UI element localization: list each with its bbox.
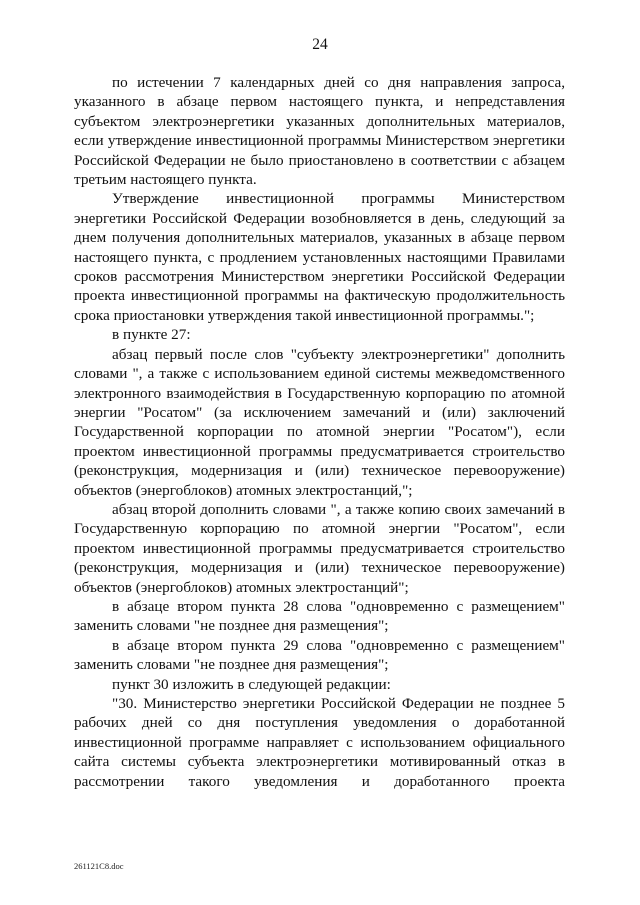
paragraph: в пункте 27: (112, 326, 191, 344)
paragraph: "30. Министерство энергетики Российской Федерации не позднее 5 рабочих дней со дня поступления уведомления о доработанной инвестиционной программе направляет с использованием официального сайта системы субъекта электроэнергетики мотивированный отказ в рассмотрении такого уведомления и доработанного проекта (74, 695, 565, 790)
paragraph: в абзаце втором пункта 29 слова "одновременно с размещением" заменить словами "не позднее дня размещения"; (74, 636, 565, 674)
footer-filename: 261121C8.doc (74, 861, 124, 871)
paragraph: по истечении 7 календарных дней со дня направления запроса, указанного в абзаце первом настоящего пункта, и непредставления субъектом электроэнергетики указанных дополнительных материалов, если утверждение инвестиционной программы Министерством энергетики Российской Федерации не было приостановлено в соответствии с абзацем третьим настоящего пункта. (74, 74, 565, 189)
paragraph: Утверждение инвестиционной программы Министерством энергетики Российской Федерации возобновляется в день, следующий за днем получения дополнительных материалов, указанных в абзаце первом настоящего пункта, с продлением установленных настоящими Правилами сроков рассмотрения Министерством энергетики Российской Федерации проекта инвестиционной программы на фактическую продолжительность срока приостановки утверждения такой инвестиционной программы."; (74, 190, 565, 324)
paragraph: абзац первый после слов "субъекту электроэнергетики" дополнить словами ", а также с использованием единой системы межведомственного электронного взаимодействия в Государственную корпорацию по атомной энергии "Росатом" (за исключением замечаний и (или) заключений Государственной корпорации по атомной энергии "Росатом"), если проектом инвестиционной программы предусматривается строительство (реконструкция, модернизация и (или) техническое перевооружение) объектов (энергоблоков) атомных электростанций,"; (74, 345, 565, 499)
paragraph: пункт 30 изложить в следующей редакции: (112, 675, 391, 693)
paragraph: в абзаце втором пункта 28 слова "одновременно с размещением" заменить словами "не позднее дня размещения"; (74, 597, 565, 635)
document-body (74, 73, 565, 791)
paragraph: абзац второй дополнить словами ", а также копию своих замечаний в Государственную корпорацию по атомной энергии "Росатом", если проектом инвестиционной программы предусматривается строительство (реконструкция, модернизация и (или) техническое перевооружение) объектов (энергоблоков) атомных электростанций"; (74, 500, 565, 596)
page-number: 24 (312, 36, 328, 53)
